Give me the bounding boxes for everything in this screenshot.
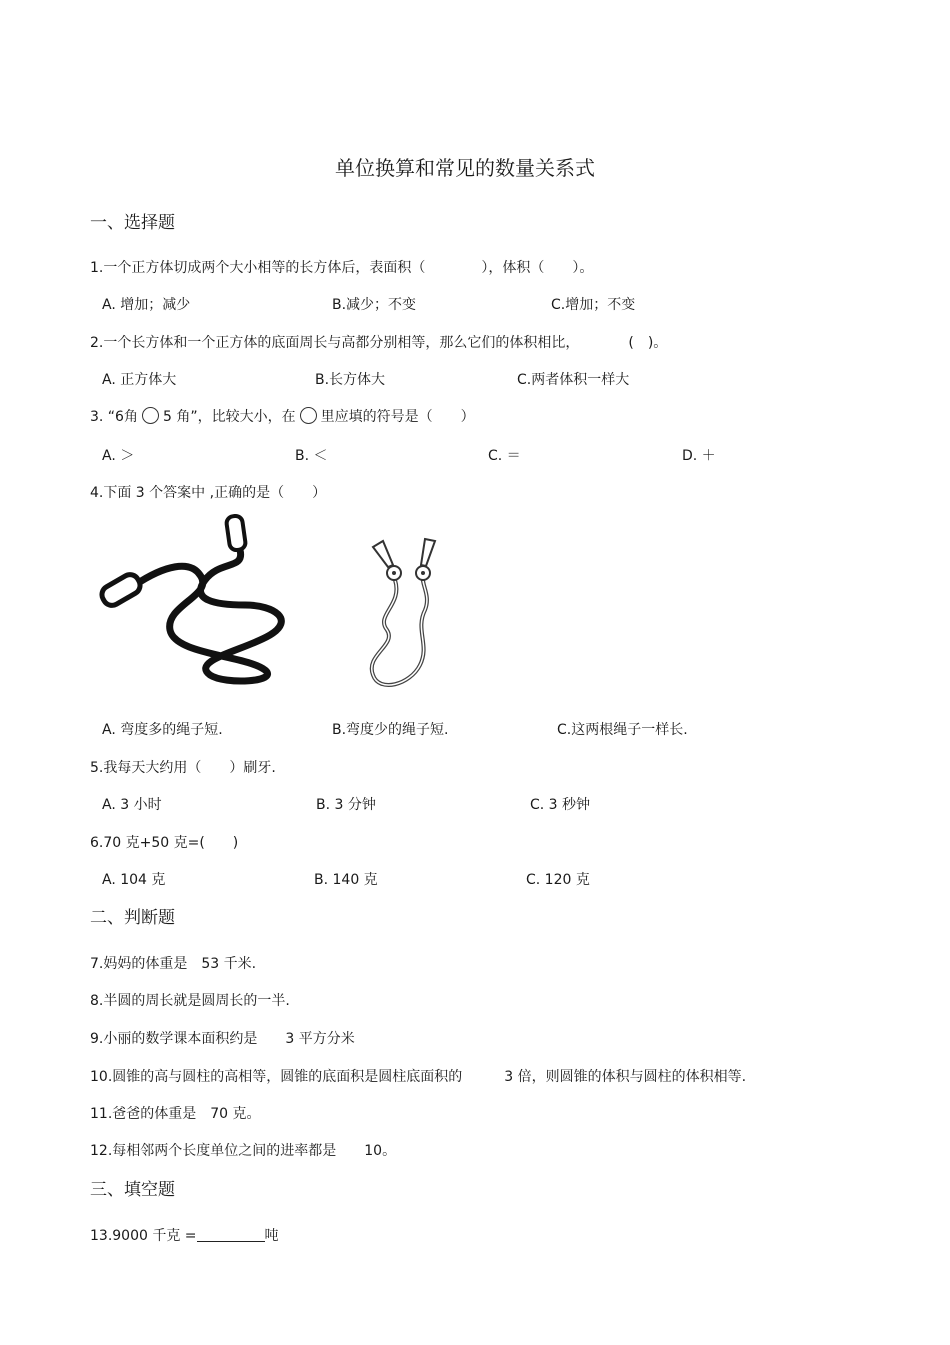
- question-10: 10.圆锥的高与圆柱的高相等，圆锥的底面积是圆柱底面积的 3 倍，则圆锥的体积与圆柱的体积相等.: [90, 1069, 747, 1085]
- question-8: 8.半圆的周长就是圆周长的一半.: [90, 993, 290, 1009]
- q2-option-b: B.长方体大: [315, 372, 386, 388]
- answer-circle-icon: [300, 407, 317, 424]
- q13-text-start: 13.9000 千克 =: [90, 1228, 197, 1244]
- question-3: [90, 406, 475, 426]
- q1-option-a: A. 增加；减少: [102, 297, 191, 313]
- question-13: [90, 1225, 279, 1245]
- q3-text-middle: 5 角”，比较大小，在: [162, 409, 296, 425]
- section-heading-judgment: 二、判断题: [90, 908, 175, 928]
- q3-text-end: 里应填的符号是（ ）: [320, 409, 475, 425]
- section-heading-fill: 三、填空题: [90, 1180, 175, 1200]
- q4-option-c: C.这两根绳子一样长.: [557, 722, 688, 738]
- q5-option-b: B. 3 分钟: [316, 797, 376, 813]
- q5-option-a: A. 3 小时: [102, 797, 162, 813]
- q1-option-c: C.增加；不变: [551, 297, 636, 313]
- q3-option-a: A. ＞: [102, 448, 135, 464]
- q4-option-a: A. 弯度多的绳子短.: [102, 722, 223, 738]
- q3-option-c: C. ＝: [488, 448, 521, 464]
- q3-option-d: D. ＋: [682, 448, 716, 464]
- q2-option-c: C.两者体积一样大: [517, 372, 630, 388]
- q13-answer-blank[interactable]: [197, 1227, 265, 1242]
- q13-text-end: 吨: [264, 1228, 279, 1244]
- question-6: 6.70 克+50 克=( ): [90, 835, 239, 851]
- question-1: 1.一个正方体切成两个大小相等的长方体后，表面积（ ），体积（ ）。: [90, 260, 594, 276]
- q5-option-c: C. 3 秒钟: [530, 797, 591, 813]
- q1-option-b: B.减少；不变: [332, 297, 417, 313]
- q3-text-start: 3. “6角: [90, 409, 138, 425]
- q6-option-c: C. 120 克: [526, 872, 590, 888]
- question-2: 2.一个长方体和一个正方体的底面周长与高都分别相等，那么它们的体积相比， ( )。: [90, 335, 668, 351]
- question-5: 5.我每天大约用（ ）刷牙.: [90, 760, 276, 776]
- curvy-rope-illustration: [95, 510, 300, 690]
- straight-rope-illustration: [355, 535, 445, 700]
- page-title: 单位换算和常见的数量关系式: [335, 156, 595, 180]
- q6-option-b: B. 140 克: [314, 872, 378, 888]
- q6-option-a: A. 104 克: [102, 872, 166, 888]
- question-12: 12.每相邻两个长度单位之间的进率都是 10。: [90, 1143, 397, 1159]
- q3-option-b: B. ＜: [295, 448, 328, 464]
- question-4: 4.下面 3 个答案中 ,正确的是（ ）: [90, 485, 327, 501]
- question-7: 7.妈妈的体重是 53 千米.: [90, 956, 257, 972]
- comparison-circle-icon: [142, 407, 159, 424]
- q2-option-a: A. 正方体大: [102, 372, 177, 388]
- question-9: 9.小丽的数学课本面积约是 3 平方分米: [90, 1031, 355, 1047]
- section-heading-choice: 一、选择题: [90, 213, 175, 233]
- question-11: 11.爸爸的体重是 70 克。: [90, 1106, 261, 1122]
- q4-option-b: B.弯度少的绳子短.: [332, 722, 449, 738]
